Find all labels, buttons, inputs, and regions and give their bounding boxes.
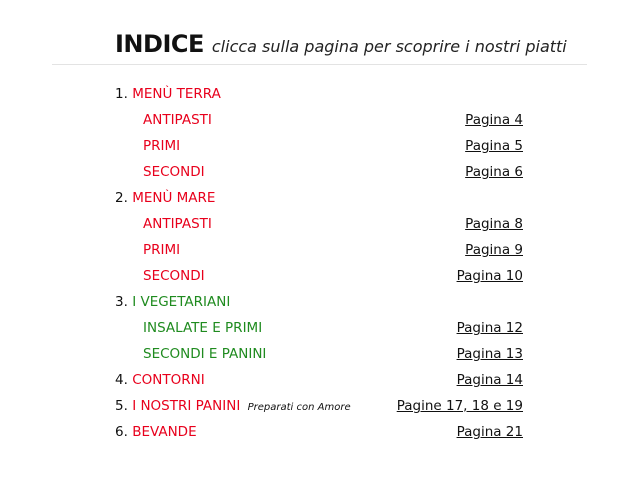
entry-label: PRIMI (143, 138, 181, 154)
toc-section-contorni (0, 370, 640, 390)
toc-entry-mare-secondi (0, 266, 640, 286)
toc-entry-mare-primi (0, 240, 640, 260)
section-note: Preparati con Amore (247, 402, 351, 413)
toc-section-vegetariani (0, 292, 640, 312)
entry-label: INSALATE E PRIMI (143, 320, 263, 336)
section-number: 3. (115, 294, 128, 310)
entry-label: SECONDI E PANINI (143, 346, 267, 362)
page-link[interactable]: Pagina 12 (456, 320, 523, 336)
toc-section-menu-mare (0, 188, 640, 208)
page-header (115, 30, 567, 58)
page-link[interactable]: Pagina 5 (465, 138, 523, 154)
section-title: MENÙ MARE (132, 190, 216, 206)
page-link[interactable]: Pagina 6 (465, 164, 523, 180)
page-link[interactable]: Pagina 8 (465, 216, 523, 232)
page-link[interactable]: Pagina 4 (465, 112, 523, 128)
section-number: 5. (115, 398, 128, 414)
entry-label: SECONDI (143, 164, 205, 180)
entry-label: PRIMI (143, 242, 181, 258)
section-title: MENÙ TERRA (132, 86, 221, 102)
entry-label: SECONDI (143, 268, 205, 284)
section-title: I NOSTRI PANINI (132, 398, 241, 414)
page-link[interactable]: Pagina 14 (456, 372, 523, 388)
entry-label: ANTIPASTI (143, 112, 212, 128)
section-number: 6. (115, 424, 128, 440)
toc-entry-mare-antipasti (0, 214, 640, 234)
toc-section-menu-terra (0, 84, 640, 104)
section-title: BEVANDE (132, 424, 197, 440)
toc-entry-secondi-e-panini (0, 344, 640, 364)
page-subtitle: clicca sulla pagina per scoprire i nostri piatti (211, 37, 567, 56)
header-divider (52, 64, 587, 65)
page-link[interactable]: Pagina 13 (456, 346, 523, 362)
section-number: 2. (115, 190, 128, 206)
page-link[interactable]: Pagina 21 (456, 424, 523, 440)
page-title: INDICE (115, 30, 204, 58)
page-link[interactable]: Pagina 9 (465, 242, 523, 258)
toc-entry-terra-primi (0, 136, 640, 156)
section-number: 4. (115, 372, 128, 388)
page-link[interactable]: Pagine 17, 18 e 19 (396, 398, 523, 414)
toc-entry-insalate-e-primi (0, 318, 640, 338)
toc-entry-terra-secondi (0, 162, 640, 182)
toc-section-panini (0, 396, 640, 416)
section-title: CONTORNI (132, 372, 205, 388)
toc-entry-terra-antipasti (0, 110, 640, 130)
entry-label: ANTIPASTI (143, 216, 212, 232)
toc-section-bevande (0, 422, 640, 442)
section-number: 1. (115, 86, 128, 102)
section-title: I VEGETARIANI (132, 294, 231, 310)
page-link[interactable]: Pagina 10 (456, 268, 523, 284)
